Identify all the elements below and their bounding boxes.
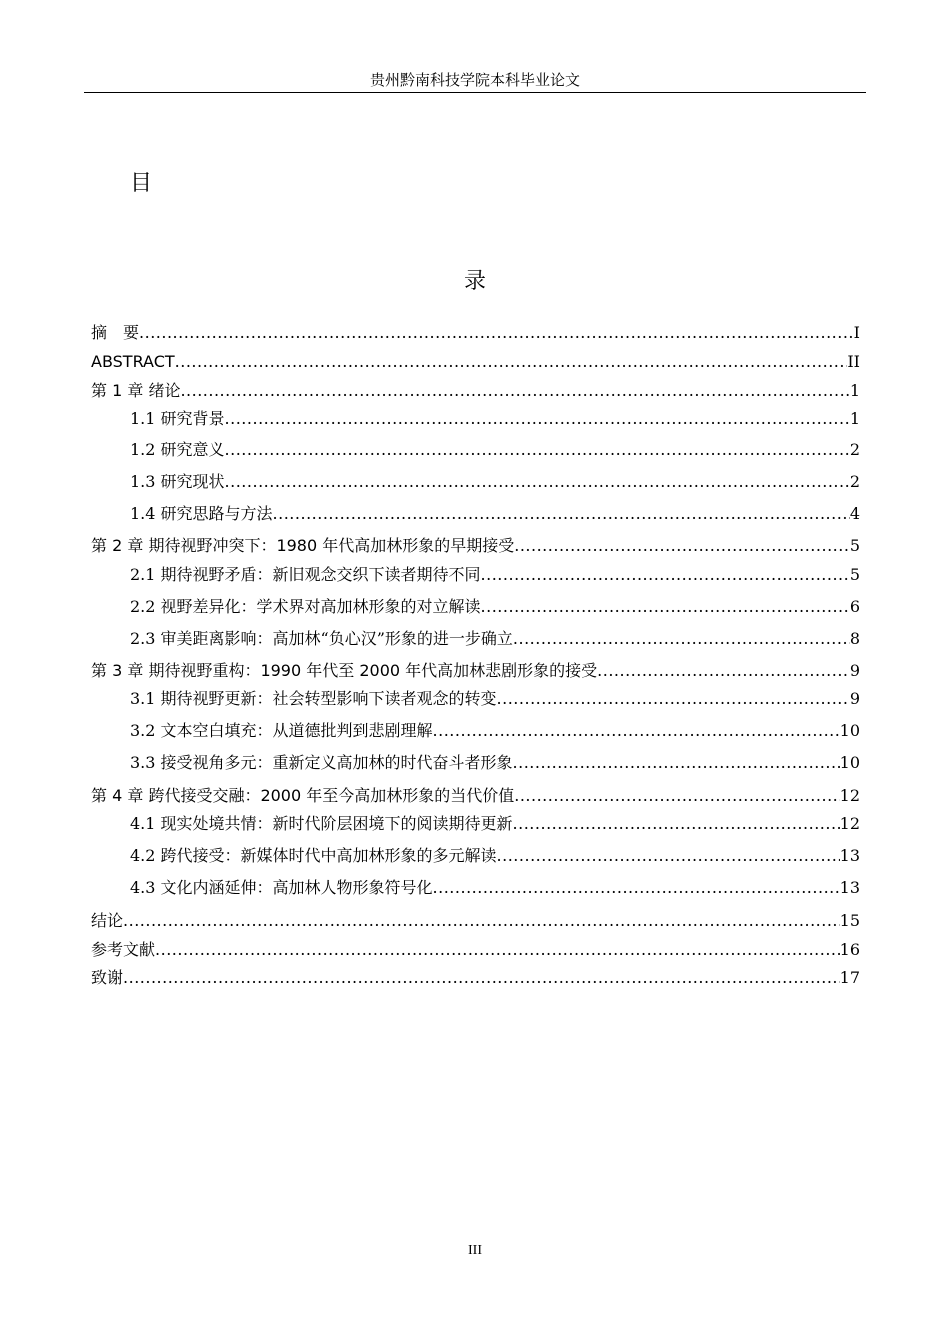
toc-entry-2-3[interactable] — [130, 628, 860, 650]
toc-entry-1-4[interactable] — [130, 503, 860, 525]
toc-entry-label: 1.3 研究现状 — [130, 472, 225, 491]
toc-entry-label: 2.3 审美距离影响：高加林“负心汉”形象的进一步确立 — [130, 629, 513, 648]
toc-entry-label: 第 1 章 绪论 — [91, 381, 181, 400]
toc-entry-label: 第 4 章 跨代接受交融：2000 年至今高加林形象的当代价值 — [91, 786, 515, 805]
toc-entry-1-2[interactable] — [130, 439, 860, 461]
toc-entry-label: 参考文献 — [91, 940, 156, 959]
toc-entry-label: ABSTRACT — [91, 352, 175, 371]
toc-title-part1: 目 — [130, 171, 153, 196]
toc-entry-page: 1 — [849, 381, 860, 400]
header-text: 贵州黔南科技学院本科毕业论文 — [369, 71, 580, 89]
toc-entry-2-2[interactable] — [130, 596, 860, 618]
toc-entry-label: 3.3 接受视角多元：重新定义高加林的时代奋斗者形象 — [130, 753, 513, 772]
toc-entry-chapter-2[interactable] — [91, 535, 860, 557]
toc-entry-label: 摘 要 — [91, 323, 140, 342]
toc-entry-4-3[interactable] — [130, 877, 860, 899]
toc-entry-2-1[interactable] — [130, 564, 860, 586]
toc-entry-chapter-4[interactable] — [91, 785, 860, 807]
page-number: III — [468, 1243, 482, 1258]
toc-entry-label: 致谢 — [91, 968, 124, 987]
toc-entry-page: 15 — [839, 911, 860, 930]
toc-entry-page: 12 — [839, 814, 860, 833]
toc-entry-page: 10 — [839, 721, 860, 740]
toc-entry-page: 9 — [849, 661, 860, 680]
toc-entry-4-1[interactable] — [130, 813, 860, 835]
toc-entry-label: 1.4 研究思路与方法 — [130, 504, 273, 523]
toc-entry-references[interactable] — [91, 939, 860, 961]
toc-entry-page: 8 — [849, 629, 860, 648]
toc-entry-label: 3.1 期待视野更新：社会转型影响下读者观念的转变 — [130, 689, 497, 708]
toc-entry-page: 2 — [849, 440, 860, 459]
toc-entry-1-3[interactable] — [130, 471, 860, 493]
toc-entry-page: 1 — [849, 409, 860, 428]
toc-entry-3-1[interactable] — [130, 688, 860, 710]
toc-entry-page: 13 — [839, 846, 860, 865]
toc-entry-page: 5 — [849, 565, 860, 584]
page-header — [84, 68, 866, 93]
toc-entry-page: 12 — [839, 786, 860, 805]
toc-entry-page: 17 — [839, 968, 860, 987]
toc-entry-1-1[interactable] — [130, 408, 860, 430]
toc-entry-label: 第 3 章 期待视野重构：1990 年代至 2000 年代高加林悲剧形象的接受 — [91, 661, 598, 680]
toc-entry-page: 9 — [849, 689, 860, 708]
toc-entry-label: 4.3 文化内涵延伸：高加林人物形象符号化 — [130, 878, 433, 897]
toc-entry-3-2[interactable] — [130, 720, 860, 742]
toc-entry-abstract-en[interactable] — [91, 351, 860, 373]
toc-entry-label: 2.1 期待视野矛盾：新旧观念交织下读者期待不同 — [130, 565, 481, 584]
toc-entry-page: 16 — [839, 940, 860, 959]
toc-entry-page: 10 — [839, 753, 860, 772]
toc-entry-page: 6 — [849, 597, 860, 616]
toc-entry-page: 13 — [839, 878, 860, 897]
toc-entry-label: 1.1 研究背景 — [130, 409, 225, 428]
toc-entry-label: 4.2 跨代接受：新媒体时代中高加林形象的多元解读 — [130, 846, 497, 865]
toc-entry-label: 第 2 章 期待视野冲突下：1980 年代高加林形象的早期接受 — [91, 536, 515, 555]
toc-entry-page: 2 — [849, 472, 860, 491]
toc-title-part2: 录 — [464, 269, 487, 294]
toc-entry-abstract-cn[interactable] — [91, 322, 860, 344]
toc-entry-label: 4.1 现实处境共情：新时代阶层困境下的阅读期待更新 — [130, 814, 513, 833]
toc-entry-label: 2.2 视野差异化：学术界对高加林形象的对立解读 — [130, 597, 481, 616]
toc-entry-acknowledgements[interactable] — [91, 967, 860, 989]
toc-entry-page: I — [853, 323, 860, 342]
toc-entry-label: 1.2 研究意义 — [130, 440, 225, 459]
toc-entry-conclusion[interactable] — [91, 910, 860, 932]
toc-entry-page: 4 — [849, 504, 860, 523]
toc-entry-page: 5 — [849, 536, 860, 555]
toc-entry-chapter-3[interactable] — [91, 660, 860, 682]
toc-entry-chapter-1[interactable] — [91, 380, 860, 402]
toc-entry-4-2[interactable] — [130, 845, 860, 867]
toc-entry-label: 3.2 文本空白填充：从道德批判到悲剧理解 — [130, 721, 433, 740]
toc-entry-label: 结论 — [91, 911, 124, 930]
toc-entry-3-3[interactable] — [130, 752, 860, 774]
toc-entry-page: II — [847, 352, 860, 371]
